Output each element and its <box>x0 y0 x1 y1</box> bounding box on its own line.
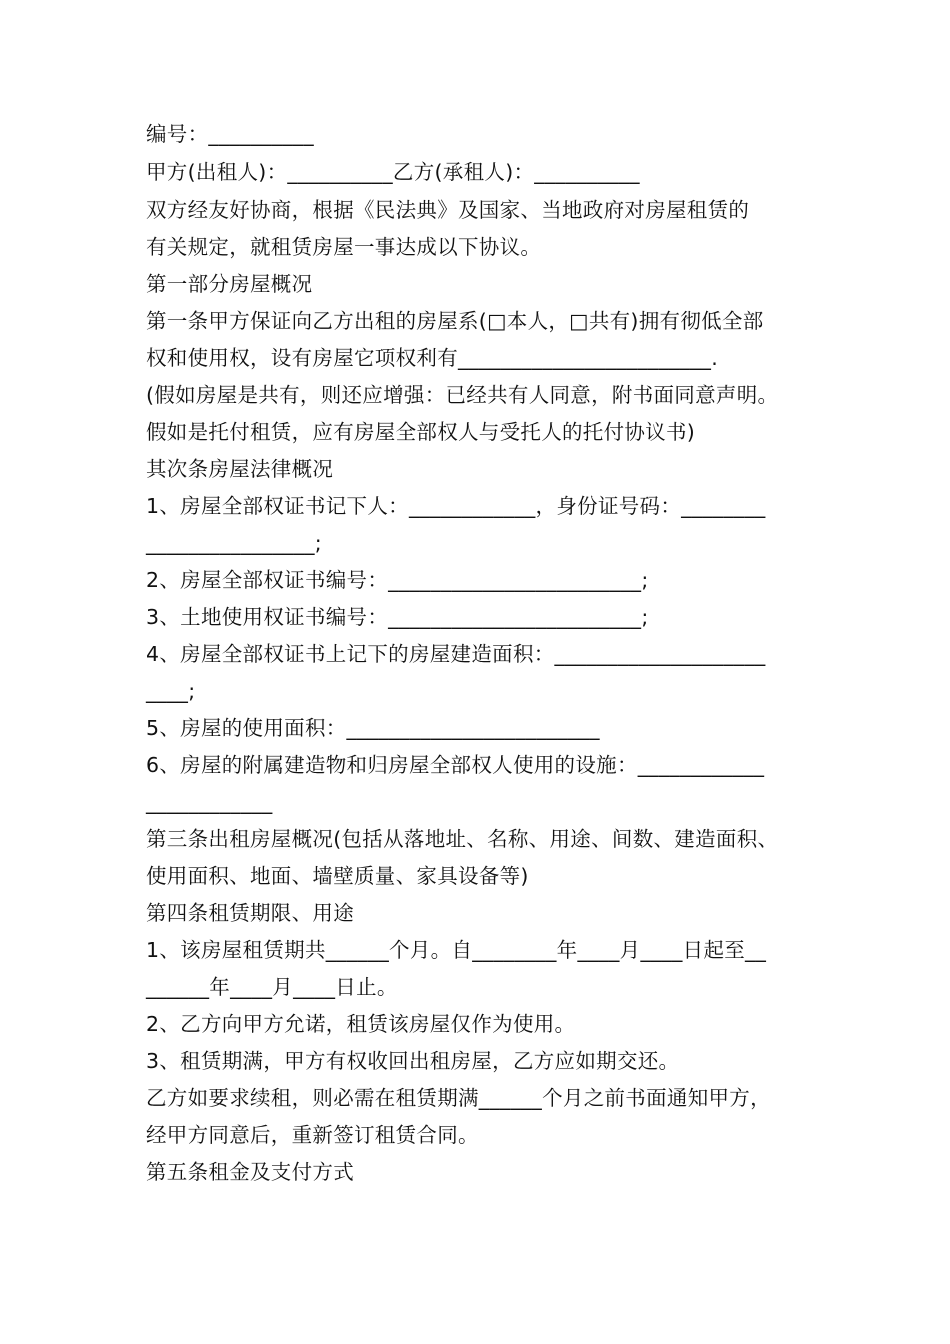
list-item: 1、房屋全部权证书记下人：____________，身份证号码：________ <box>146 494 766 518</box>
section-heading: 其次条房屋法律概况 <box>146 457 334 481</box>
paragraph-line: 使用面积、地面、墙壁质量、家具设备等) <box>146 864 529 888</box>
paragraph-line: (假如房屋是共有，则还应增强：已经共有人同意，附书面同意声明。 <box>146 383 779 407</box>
paragraph-line: 第一条甲方保证向乙方出租的房屋系(□本人，□共有)拥有彻低全部 <box>146 309 764 333</box>
paragraph-line: 假如是托付租赁，应有房屋全部权人与受托人的托付协议书) <box>146 420 696 444</box>
list-item: 5、房屋的使用面积：________________________ <box>146 716 600 740</box>
section-heading: 第四条租赁期限、用途 <box>146 901 354 925</box>
list-item-continuation: ________________; <box>146 531 323 555</box>
paragraph-line: 有关规定，就租赁房屋一事达成以下协议。 <box>146 235 542 259</box>
list-item: 6、房屋的附属建造物和归房屋全部权人使用的设施：____________ <box>146 753 765 777</box>
list-item-continuation: ____; <box>146 679 196 703</box>
list-item: 2、房屋全部权证书编号：________________________; <box>146 568 649 592</box>
parties-line: 甲方(出租人)：__________乙方(承租人)：__________ <box>146 160 640 184</box>
paragraph-line: 经甲方同意后，重新签订租赁合同。 <box>146 1123 479 1147</box>
section-heading: 第一部分房屋概况 <box>146 272 313 296</box>
list-item: 1、该房屋租赁期共______个月。自________年____月____日起至__ <box>146 938 767 962</box>
paragraph-line: 双方经友好协商，根据《民法典》及国家、当地政府对房屋租赁的 <box>146 198 750 222</box>
list-item: 2、乙方向甲方允诺，租赁该房屋仅作为使用。 <box>146 1012 576 1036</box>
list-item-continuation: ____________ <box>146 790 273 814</box>
list-item: 3、土地使用权证书编号：________________________; <box>146 605 649 629</box>
paragraph-line: 乙方如要求续租，则必需在租赁期满______个月之前书面通知甲方， <box>146 1086 771 1110</box>
section-heading: 第三条出租房屋概况(包括从落地址、名称、用途、间数、建造面积、 <box>146 827 779 851</box>
section-heading: 第五条租金及支付方式 <box>146 1160 354 1184</box>
contract-number-line: 编号：__________ <box>146 122 314 146</box>
list-item-continuation: ______年____月____日止。 <box>146 975 398 999</box>
list-item: 3、租赁期满，甲方有权收回出租房屋，乙方应如期交还。 <box>146 1049 680 1073</box>
list-item: 4、房屋全部权证书上记下的房屋建造面积：____________________ <box>146 642 766 666</box>
paragraph-line: 权和使用权，设有房屋它项权利有________________________. <box>146 346 719 370</box>
